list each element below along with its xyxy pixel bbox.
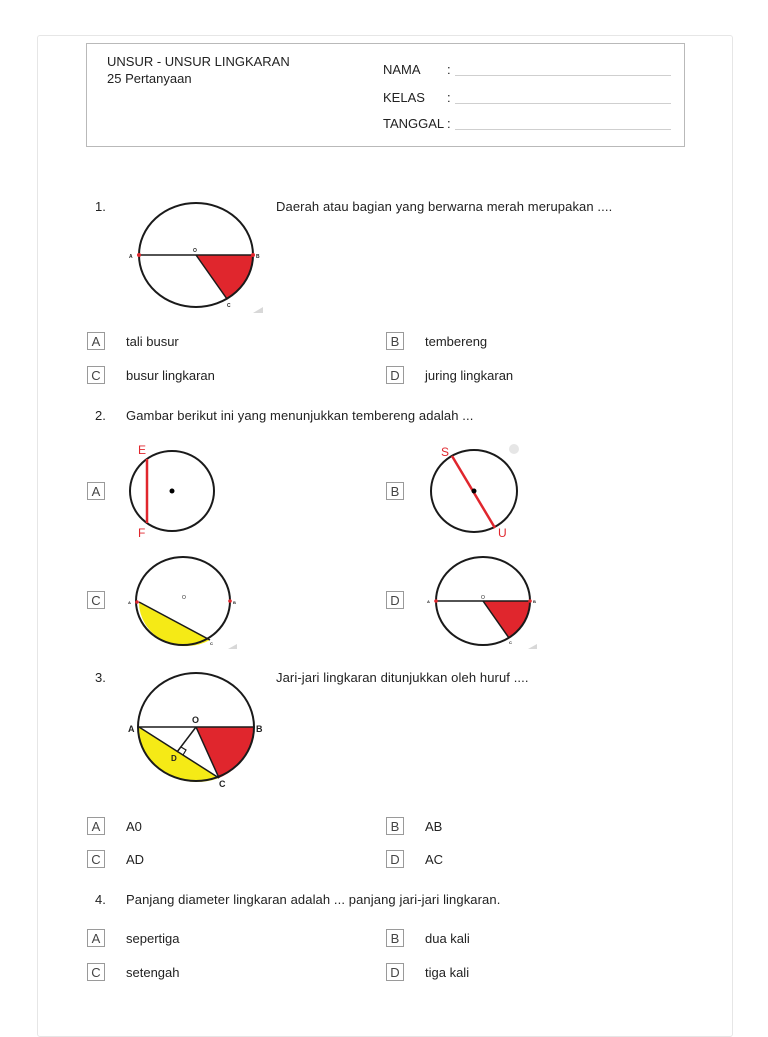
date-label: TANGGAL	[383, 116, 445, 131]
q2d-label-o: O	[481, 595, 485, 601]
q2d-label-b: B	[533, 599, 536, 604]
q3-option-a-text[interactable]: A0	[126, 819, 142, 834]
q2-option-b-letter[interactable]: B	[386, 482, 404, 500]
date-colon: :	[447, 116, 451, 131]
q4-text: Panjang diameter lingkaran adalah ... panjang jari-jari lingkaran.	[126, 892, 501, 907]
question-count: 25 Pertanyaan	[107, 71, 192, 86]
q3-text: Jari-jari lingkaran ditunjukkan oleh huruf ....	[276, 670, 529, 685]
q3-label-c: C	[219, 779, 226, 789]
q2-option-b-figure[interactable]	[425, 440, 525, 540]
q1-option-c-letter[interactable]: C	[87, 366, 105, 384]
q1-option-b-letter[interactable]: B	[386, 332, 404, 350]
q2c-point-a	[135, 600, 139, 604]
q2-text: Gambar berikut ini yang menunjukkan tembereng adalah ...	[126, 408, 474, 423]
q1-label-b: B	[256, 254, 260, 260]
q1-label-o: O	[193, 248, 197, 254]
q2b-label-s: S	[441, 445, 450, 459]
q1-circle-figure	[125, 195, 270, 315]
q3-option-a-letter[interactable]: A	[87, 817, 105, 835]
name-label: NAMA	[383, 62, 421, 77]
q2a-label-f: F	[138, 526, 146, 540]
q1-option-c-text[interactable]: busur lingkaran	[126, 368, 215, 383]
q1-option-b-text[interactable]: tembereng	[425, 334, 488, 349]
q3-label-o: O	[192, 715, 200, 725]
class-field	[383, 86, 675, 106]
q2b-center	[472, 489, 477, 494]
q4-option-d-text[interactable]: tiga kali	[425, 965, 470, 980]
q3-label-d: D	[171, 754, 177, 763]
q3-option-d-text[interactable]: AC	[425, 852, 444, 867]
q3-option-b-letter[interactable]: B	[386, 817, 404, 835]
q2d-label-c: C	[509, 640, 512, 645]
q2-option-a-figure[interactable]	[125, 440, 225, 540]
q1-number: 1.	[95, 199, 106, 214]
q1-red-sector	[196, 255, 253, 299]
q1-option-d-letter[interactable]: D	[386, 366, 404, 384]
q4-option-c-letter[interactable]: C	[87, 963, 105, 981]
q1-option-a-letter[interactable]: A	[87, 332, 105, 350]
q1-text: Daerah atau bagian yang berwarna merah merupakan ....	[276, 199, 613, 214]
date-field	[383, 112, 675, 132]
q2d-label-a: A	[427, 599, 430, 604]
q2a-label-e: E	[138, 443, 147, 457]
q4-option-b-text[interactable]: dua kali	[425, 931, 470, 946]
q2c-label-o: O	[182, 595, 186, 601]
q1-label-c: C	[227, 303, 231, 309]
q2-option-c-figure[interactable]	[125, 553, 245, 653]
q2d-point-b	[528, 599, 532, 603]
q3-label-a: A	[128, 724, 135, 734]
q3-option-d-letter[interactable]: D	[386, 850, 404, 868]
q4-option-c-text[interactable]: setengah	[126, 965, 180, 980]
q2c-point-b	[228, 599, 232, 603]
name-colon: :	[447, 62, 451, 77]
q2-option-d-letter[interactable]: D	[386, 591, 404, 609]
date-line[interactable]	[455, 129, 671, 130]
class-line[interactable]	[455, 103, 671, 104]
q2c-corner-mark	[228, 644, 237, 649]
q1-point-a	[137, 253, 141, 257]
q1-option-a-text[interactable]: tali busur	[126, 334, 179, 349]
q2c-yellow-segment	[139, 602, 210, 646]
q4-option-b-letter[interactable]: B	[386, 929, 404, 947]
name-field	[383, 58, 675, 78]
q3-number: 3.	[95, 670, 106, 685]
q2d-red-sector	[483, 601, 530, 638]
q2c-label-c: C	[210, 641, 213, 646]
q2-option-d-figure[interactable]	[425, 553, 545, 653]
class-label: KELAS	[383, 90, 425, 105]
class-colon: :	[447, 90, 451, 105]
q3-option-b-text[interactable]: AB	[425, 819, 443, 834]
name-line[interactable]	[455, 75, 671, 76]
q2d-corner-mark	[528, 644, 537, 649]
worksheet-header	[86, 43, 685, 147]
q1-point-b	[251, 253, 255, 257]
q3-segment-od	[177, 727, 196, 752]
q3-option-c-letter[interactable]: C	[87, 850, 105, 868]
q3-label-b: B	[256, 724, 263, 734]
q2-option-c-letter[interactable]: C	[87, 591, 105, 609]
q4-number: 4.	[95, 892, 106, 907]
q1-corner-mark	[253, 307, 263, 313]
q1-option-d-text[interactable]: juring lingkaran	[425, 368, 514, 383]
q2a-center	[170, 489, 175, 494]
q4-option-d-letter[interactable]: D	[386, 963, 404, 981]
q2c-label-b: B	[233, 600, 236, 605]
q2b-label-u: U	[498, 526, 507, 540]
q3-option-c-text[interactable]: AD	[126, 852, 145, 867]
q2-option-a-letter[interactable]: A	[87, 482, 105, 500]
q2c-label-a: A	[128, 600, 131, 605]
q4-option-a-text[interactable]: sepertiga	[126, 931, 180, 946]
q1-label-a: A	[129, 254, 133, 260]
worksheet-title: UNSUR - UNSUR LINGKARAN	[107, 54, 290, 69]
q2-number: 2.	[95, 408, 106, 423]
q3-circle-figure	[125, 665, 270, 795]
q2d-point-a	[434, 599, 438, 603]
q4-option-a-letter[interactable]: A	[87, 929, 105, 947]
q2b-corner-mark	[509, 444, 519, 454]
